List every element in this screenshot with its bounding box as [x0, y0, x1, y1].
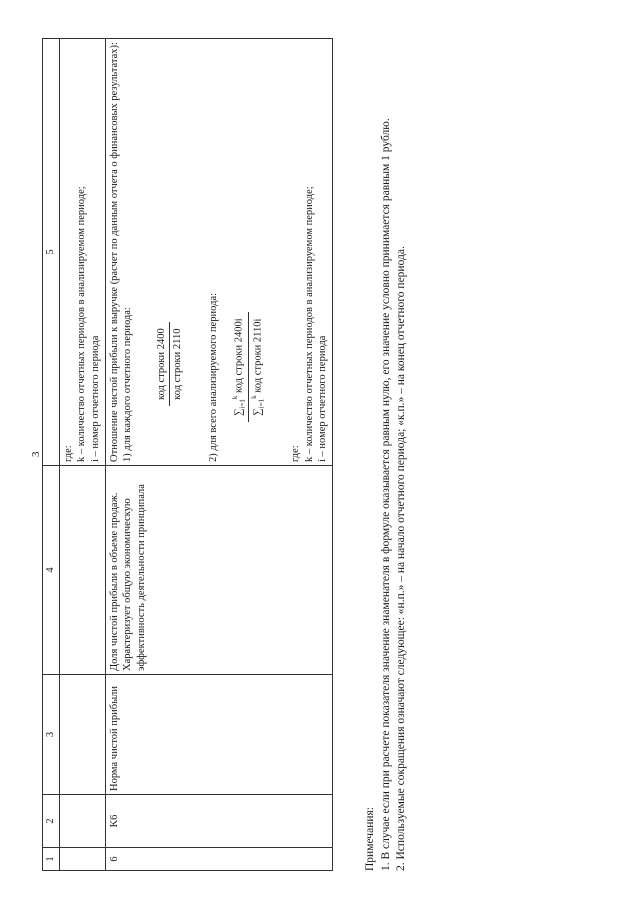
where-label: где: [62, 445, 74, 462]
note-2: 2. Используемые сокращения означают следующее: «н.п.» – на начало отчетного периода; «к.п.» – на конец отчетного периода. [395, 246, 408, 871]
sum-lower: i=1 [238, 399, 247, 409]
page-number: 3 [30, 451, 42, 457]
row-code: K6 [105, 795, 333, 848]
notes-title: Примечания: [364, 807, 376, 871]
fraction [155, 322, 185, 406]
cell [59, 848, 105, 871]
denominator [249, 312, 267, 422]
sum-upper: k [250, 395, 259, 399]
note-1: 1. В случае если при расчете показателя значение знаменателя в формуле оказывается равным нулю, его значение условно принимается равным 1 рублю. [379, 118, 392, 871]
i-definition: i – номер отчетного периода [89, 335, 101, 462]
table-row [105, 39, 333, 871]
sum-symbol: ∑ [233, 408, 245, 416]
header-col-2: 2 [43, 795, 60, 848]
cell [59, 675, 105, 795]
cell [59, 795, 105, 848]
table-header-row [43, 39, 60, 871]
k-definition: k – количество отчетных периодов в анализируемом периоде; [303, 186, 315, 462]
indicators-table [42, 38, 333, 871]
formula-whole-period [231, 42, 267, 422]
method-intro: Отношение чистой прибыли к выручке (расчет по данным отчета о финансовых результатах): [108, 42, 120, 462]
header-col-5: 5 [43, 39, 60, 466]
i-definition: i – номер отчетного периода [317, 335, 329, 462]
cell [59, 466, 105, 675]
denominator-text: код строки 2110i [252, 318, 264, 393]
indicator-name: Норма чистой прибыли [105, 675, 333, 795]
header-col-3: 3 [43, 675, 60, 795]
notes-section [363, 38, 410, 871]
continuation-cell [59, 39, 105, 466]
numerator [231, 312, 250, 422]
sum-upper: k [230, 395, 239, 400]
fraction [231, 312, 267, 422]
indicator-description: Доля чистой прибыли в объеме продаж. Характеризует общую экономическую эффективность деятельности принципала [105, 466, 333, 675]
formula-per-period [155, 42, 185, 406]
where-label: где: [290, 445, 302, 462]
numerator-text: код строки 2400i [233, 318, 245, 393]
denominator: код строки 2110 [172, 328, 184, 400]
continuation-row [59, 39, 105, 871]
row-number: 6 [105, 848, 333, 871]
calculation-method [105, 39, 333, 466]
header-col-1: 1 [43, 848, 60, 871]
method-item-1: 1) для каждого отчетного периода: [122, 307, 134, 462]
header-col-4: 4 [43, 466, 60, 675]
method-item-2: 2) для всего анализируемого периода: [208, 292, 220, 462]
sum-lower: i=1 [258, 398, 267, 409]
sum-symbol: ∑ [252, 408, 264, 416]
k-definition: k – количество отчетных периодов в анализируемом периоде; [76, 186, 88, 462]
numerator: код строки 2400 [155, 322, 171, 406]
